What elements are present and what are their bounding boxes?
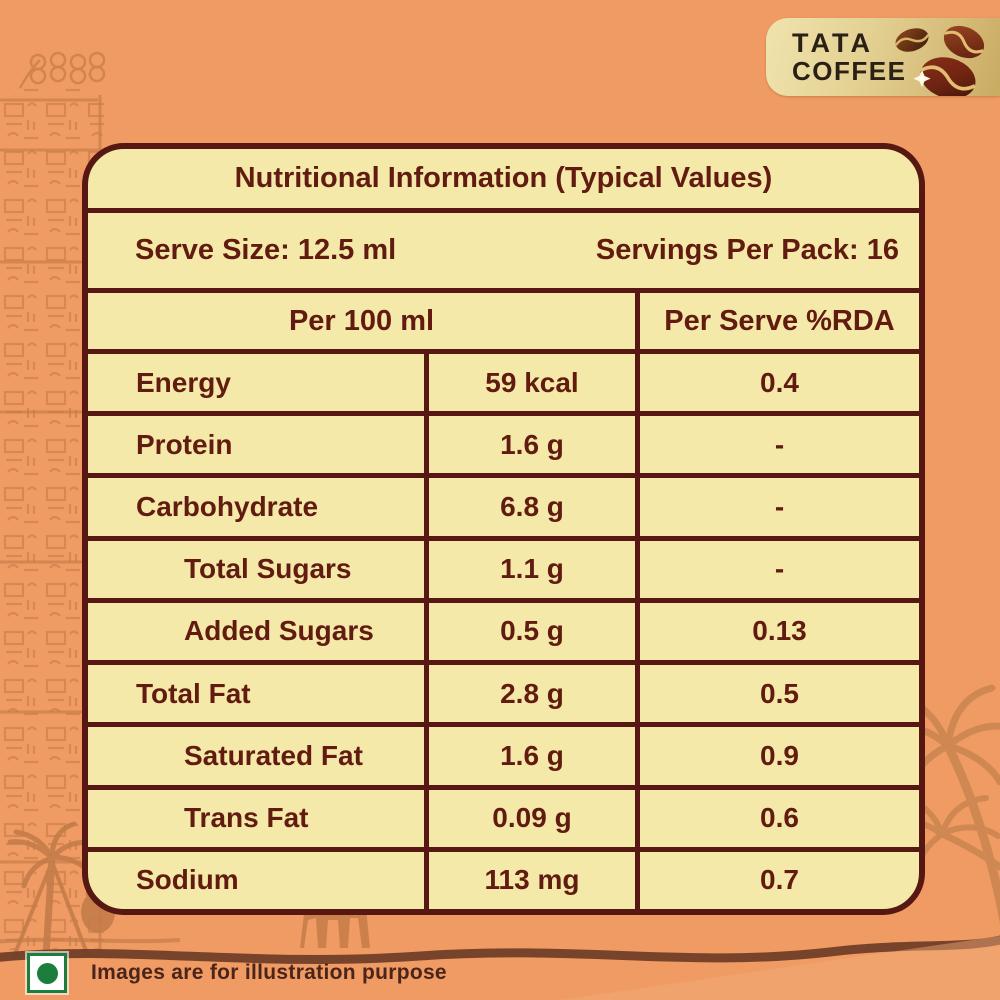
- row-value-per-serve-rda: -: [774, 428, 785, 460]
- row-label: Saturated Fat: [88, 727, 429, 784]
- table-row: [88, 660, 919, 722]
- row-value-per-100ml: 59 kcal: [429, 354, 640, 411]
- brand-logo: [766, 18, 1000, 96]
- row-value-per-100ml: 2.8 g: [429, 665, 640, 722]
- column-header-per-100ml: Per 100 ml: [88, 293, 640, 349]
- row-value-per-serve-rda: -: [774, 491, 785, 523]
- row-value-per-serve-rda: 0.5: [760, 677, 799, 709]
- row-value-per-serve-rda: -: [774, 553, 785, 585]
- veg-dot: [37, 963, 58, 984]
- disclaimer-text: Images are for illustration purpose: [91, 961, 447, 984]
- servings-per-pack-text: Servings Per Pack: 16: [595, 234, 899, 266]
- row-label: Energy: [88, 354, 429, 411]
- row-value-per-100ml: 1.6 g: [429, 416, 640, 473]
- row-value-per-100ml: 6.8 g: [429, 478, 640, 535]
- row-label: Carbohydrate: [88, 478, 429, 535]
- row-value-per-100ml: 1.1 g: [429, 541, 640, 598]
- brand-name-line2: COFFEE: [792, 55, 907, 86]
- footer: [27, 953, 447, 993]
- table-row: [88, 847, 919, 909]
- table-title: Nutritional Information (Typical Values): [88, 149, 919, 213]
- nutrition-rows: [88, 354, 919, 909]
- table-row: [88, 598, 919, 660]
- row-label: Total Sugars: [88, 541, 429, 598]
- serve-info-row: [88, 213, 919, 293]
- table-row: [88, 473, 919, 535]
- row-value-per-serve-rda: 0.4: [760, 366, 799, 398]
- column-header-row: [88, 293, 919, 354]
- table-row: [88, 354, 919, 411]
- coffee-beans-icon: [882, 18, 1000, 96]
- column-header-per-serve-rda: Per Serve %RDA: [664, 304, 895, 337]
- row-value-per-serve-rda: 0.13: [752, 615, 807, 647]
- row-value-per-100ml: 0.09 g: [429, 790, 640, 847]
- row-value-per-serve-rda: 0.9: [760, 739, 799, 771]
- table-row: [88, 536, 919, 598]
- table-row: [88, 785, 919, 847]
- row-label: Protein: [88, 416, 429, 473]
- row-value-per-100ml: 1.6 g: [429, 727, 640, 784]
- table-row: [88, 411, 919, 473]
- row-value-per-serve-rda: 0.6: [760, 802, 799, 834]
- row-label: Added Sugars: [88, 603, 429, 660]
- brand-name-line1: TATA: [792, 28, 874, 59]
- row-value-per-100ml: 0.5 g: [429, 603, 640, 660]
- nutrition-table: [82, 143, 925, 915]
- row-label: Total Fat: [88, 665, 429, 722]
- row-label: Trans Fat: [88, 790, 429, 847]
- row-value-per-serve-rda: 0.7: [760, 864, 799, 896]
- veg-mark-icon: [27, 953, 67, 993]
- row-label: Sodium: [88, 852, 429, 909]
- serve-size-text: Serve Size: 12.5 ml: [135, 234, 397, 266]
- table-row: [88, 722, 919, 784]
- row-value-per-100ml: 113 mg: [429, 852, 640, 909]
